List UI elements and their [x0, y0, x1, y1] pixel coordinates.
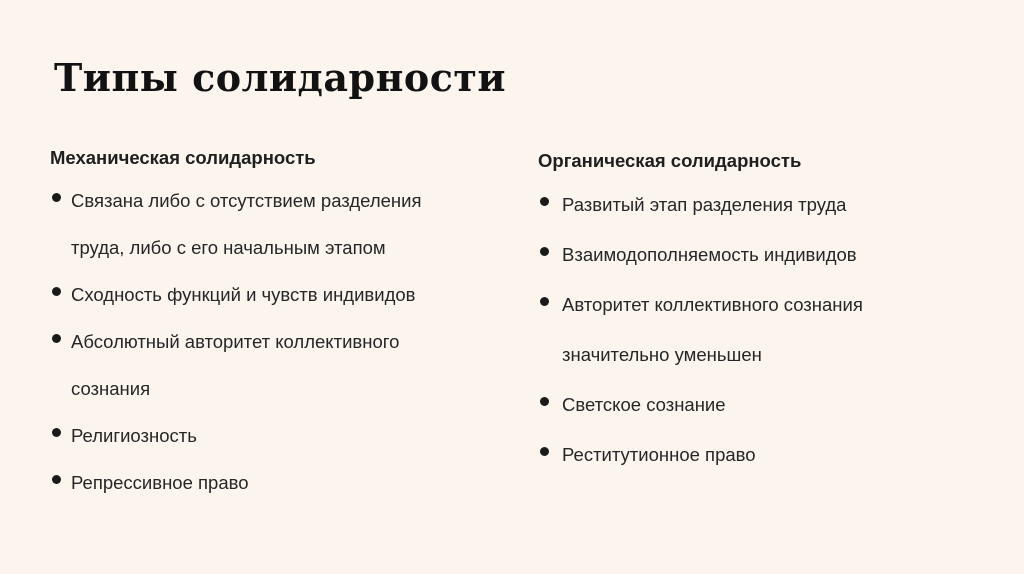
list-item-text: Связана либо с отсутствием разделения труда, либо с его начальным этапом [71, 190, 422, 258]
list-item-text: Развитый этап разделения труда [562, 194, 847, 215]
list-item [50, 271, 490, 318]
bullet-icon [52, 334, 61, 343]
mechanical-solidarity-heading: Механическая солидарность [50, 147, 316, 168]
list-item-text: Авторитет коллективного сознания значительно уменьшен [562, 294, 863, 365]
organic-solidarity-heading: Органическая солидарность [538, 150, 802, 171]
list-item [538, 180, 978, 230]
list-item-text: Взаимодополняемость индивидов [562, 244, 857, 265]
list-item-text: Светское сознание [562, 394, 726, 415]
bullet-icon [540, 397, 549, 406]
list-item [50, 459, 490, 506]
list-item-text: Религиозность [71, 425, 197, 446]
list-item-text: Сходность функций и чувств индивидов [71, 284, 416, 305]
list-item-text: Реститутионное право [562, 444, 756, 465]
bullet-icon [540, 447, 549, 456]
list-item [50, 412, 490, 459]
list-item-text: Репрессивное право [71, 472, 249, 493]
mechanical-solidarity-list [50, 177, 490, 506]
list-item [538, 280, 932, 380]
list-item-text: Абсолютный авторитет коллективного сознания [71, 331, 400, 399]
list-item [538, 430, 978, 480]
organic-solidarity-list [538, 180, 978, 480]
list-item [538, 380, 978, 430]
list-item [538, 230, 978, 280]
bullet-icon [52, 193, 61, 202]
bullet-icon [540, 247, 549, 256]
list-item [50, 177, 476, 271]
bullet-icon [52, 287, 61, 296]
slide-title: Типы солидарности [54, 55, 507, 100]
list-item [50, 318, 451, 412]
bullet-icon [540, 197, 549, 206]
bullet-icon [52, 428, 61, 437]
bullet-icon [52, 475, 61, 484]
bullet-icon [540, 297, 549, 306]
mechanical-solidarity-column [50, 145, 490, 506]
organic-solidarity-column [538, 148, 978, 480]
